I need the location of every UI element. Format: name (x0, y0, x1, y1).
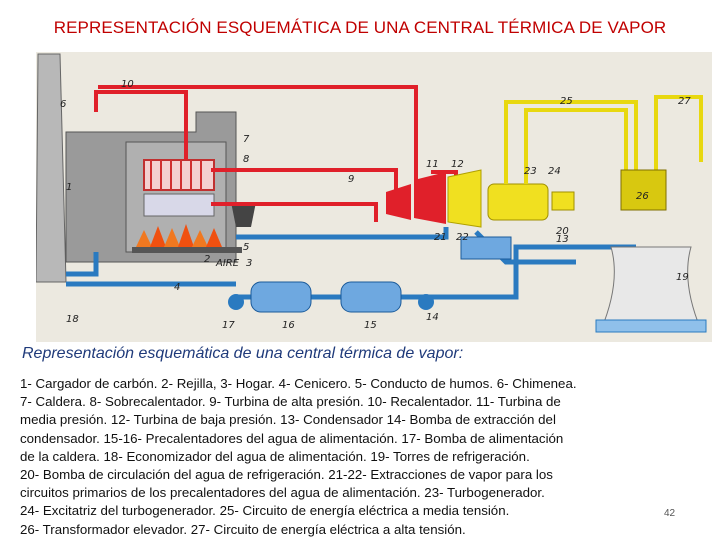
turbogenerator (488, 184, 548, 220)
extraction-pump (418, 294, 434, 310)
label-27: 27 (678, 96, 691, 107)
label-20: 20 (556, 226, 569, 237)
preheater-16 (341, 282, 401, 312)
step-up-transformer (621, 170, 666, 210)
page-number: 42 (664, 508, 676, 519)
label-26: 26 (636, 191, 649, 202)
caption-line: condensador. 15-16- Precalentadores del agua de alimentación. 17- Bomba de alimentación (20, 430, 564, 446)
air-label: AIRE (216, 258, 240, 269)
label-21: 21 (434, 232, 447, 243)
caption-line: 24- Excitatriz del turbogenerador. 25- Circuito de energía eléctrica a media tensión. (20, 503, 510, 519)
label-19: 19 (676, 272, 689, 283)
caption-heading: Representación esquemática de una central térmica de vapor: (22, 345, 464, 362)
label-14: 14 (426, 312, 439, 323)
mp-turbine (414, 172, 446, 224)
label-8: 8 (243, 154, 250, 165)
feed-pump (228, 294, 244, 310)
grate (132, 247, 242, 253)
cooling-basin (596, 320, 706, 332)
caption-line: circuitos primarios de los precalentadores del agua de alimentación. 23- Turbogenerador. (20, 485, 545, 501)
label-16: 16 (282, 320, 295, 331)
label-6: 6 (60, 99, 67, 110)
label-4: 4 (174, 282, 181, 293)
label-3: 3 (246, 258, 253, 269)
caption-line: 1- Cargador de carbón. 2- Rejilla, 3- Hogar. 4- Cenicero. 5- Conducto de humos. 6- Chimenea. (20, 376, 577, 391)
label-10: 10 (121, 79, 134, 90)
preheater-15 (251, 282, 311, 312)
label-7: 7 (243, 134, 250, 145)
label-24: 24 (548, 166, 561, 177)
caption-body (20, 375, 710, 539)
caption-line: 20- Bomba de circulación del agua de refrigeración. 21-22- Extracciones de vapor para los (20, 467, 553, 483)
exciter (552, 192, 574, 210)
label-15: 15 (364, 320, 377, 331)
label-9: 9 (348, 174, 355, 185)
reheater (144, 194, 214, 216)
diagram-canvas (36, 52, 712, 342)
label-2: 2 (204, 254, 211, 265)
hp-turbine (386, 184, 411, 220)
caption-line: de la caldera. 18- Economizador del agua de alimentación. 19- Torres de refrigeración. (20, 448, 530, 464)
cooling-tower (601, 247, 701, 330)
lp-turbine (448, 170, 481, 227)
label-1: 1 (66, 182, 73, 193)
chimney (36, 54, 66, 282)
label-18: 18 (66, 314, 79, 325)
label-22: 22 (456, 232, 469, 243)
caption-line: 7- Caldera. 8- Sobrecalentador. 9- Turbina de alta presión. 10- Recalentador. 11- Turbina de (20, 394, 561, 410)
label-13: 13 (556, 234, 569, 245)
label-5: 5 (243, 242, 250, 253)
label-17: 17 (222, 320, 235, 331)
label-25: 25 (560, 96, 573, 107)
slide-title: REPRESENTACIÓN ESQUEMÁTICA DE UNA CENTRAL TÉRMICA DE VAPOR (53, 18, 667, 37)
caption-line: 26- Transformador elevador. 27- Circuito de energía eléctrica a alta tensión. (20, 521, 466, 537)
label-23: 23 (524, 166, 537, 177)
power-plant-diagram (36, 52, 712, 342)
label-11: 11 (426, 159, 439, 170)
superheater (144, 160, 214, 190)
caption-line: media presión. 12- Turbina de baja presión. 13- Condensador 14- Bomba de extracción del (20, 412, 556, 428)
label-12: 12 (451, 159, 464, 170)
